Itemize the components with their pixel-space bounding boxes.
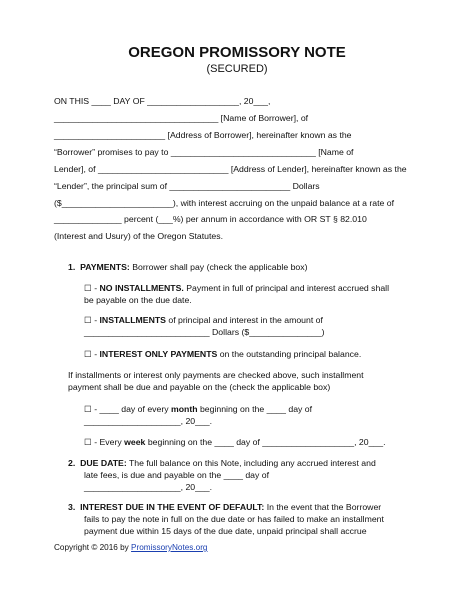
monthly-post: beginning on the ____ day of [197, 404, 313, 414]
intro-line: ($_______________________), with interest accruing on the unpaid balance at a rate of [54, 198, 395, 208]
document-title: OREGON PROMISSORY NOTE [128, 44, 346, 61]
schedule-intro-line: If installments or interest only payments are checked above, such installment [68, 370, 364, 380]
option-label: INSTALLMENTS [99, 315, 166, 325]
weekly-bold: week [124, 437, 146, 447]
section-heading: INTEREST DUE IN THE EVENT OF DEFAULT: [80, 502, 265, 512]
section-text: In the event that the Borrower [264, 502, 382, 512]
section-text: The full balance on this Note, including any accrued interest and [126, 458, 376, 468]
monthly-bold: month [171, 404, 198, 414]
intro-line: ______________ percent (___%) per annum in accordance with OR ST § 82.010 [54, 214, 367, 224]
section-number: 2. [68, 458, 76, 468]
section-number: 3. [68, 502, 76, 512]
option-line: be payable on the due date. [84, 295, 192, 305]
footer [54, 543, 208, 552]
section-text: Borrower shall pay (check the applicable box) [129, 262, 308, 272]
intro-line: “Borrower” promises to pay to ______________________________ [Name of [54, 147, 354, 157]
option-text: Payment in full of principal and interest accrued shall [183, 283, 390, 293]
weekly-post: beginning on the ____ day of ___________________, 20___. [145, 437, 386, 447]
section-line: payment due within 15 days of the due date, unpaid principal shall accrue [84, 526, 367, 536]
option-label: NO INSTALLMENTS. [99, 283, 184, 293]
checkbox-installments[interactable]: ☐ - [84, 315, 100, 325]
option-line: __________________________ Dollars ($_______________) [84, 327, 325, 337]
weekly-pre: ☐ - Every [84, 437, 125, 447]
copyright-text: Copyright © 2016 by [54, 543, 132, 552]
document-subtitle: (SECURED) [206, 63, 268, 75]
section-line: fails to pay the note in full on the due date or has failed to make an installment [84, 514, 384, 524]
option-interest-only [84, 349, 361, 360]
option-installments [84, 315, 323, 326]
schedule-intro-line: payment shall be due and payable on the (check the applicable box) [68, 382, 331, 392]
option-no-installments [84, 283, 389, 294]
option-text: of principal and interest in the amount of [165, 315, 323, 325]
footer-link[interactable]: PromissoryNotes.org [131, 543, 208, 552]
section-heading: DUE DATE: [80, 458, 127, 468]
intro-line: __________________________________ [Name of Borrower], of [54, 113, 309, 123]
section-line: ____________________, 20___. [84, 482, 213, 492]
intro-line: ON THIS ____ DAY OF ___________________, 20___, [54, 96, 271, 106]
intro-line: Lender], of ___________________________ [Address of Lender], hereinafter known as the [54, 164, 407, 174]
option-label: INTEREST ONLY PAYMENTS [99, 349, 218, 359]
section-heading: PAYMENTS: [80, 262, 130, 272]
intro-line: (Interest and Usury) of the Oregon Statutes. [54, 231, 224, 241]
section-due-date [68, 458, 376, 469]
section-line: late fees, is due and payable on the ____ day of [84, 470, 269, 480]
section-payments [68, 262, 308, 273]
option-weekly [84, 437, 386, 448]
section-interest-default [68, 502, 381, 513]
checkbox-no-installments[interactable]: ☐ - [84, 283, 100, 293]
intro-line: _______________________ [Address of Borrower], hereinafter known as the [54, 130, 352, 140]
section-number: 1. [68, 262, 76, 272]
intro-line: “Lender”, the principal sum of _________________________ Dollars [54, 181, 320, 191]
option-text: on the outstanding principal balance. [217, 349, 362, 359]
option-monthly [84, 404, 312, 415]
monthly-pre: ☐ - ____ day of every [84, 404, 171, 414]
option-line: ____________________, 20___. [84, 416, 213, 426]
checkbox-interest-only[interactable]: ☐ - [84, 349, 100, 359]
